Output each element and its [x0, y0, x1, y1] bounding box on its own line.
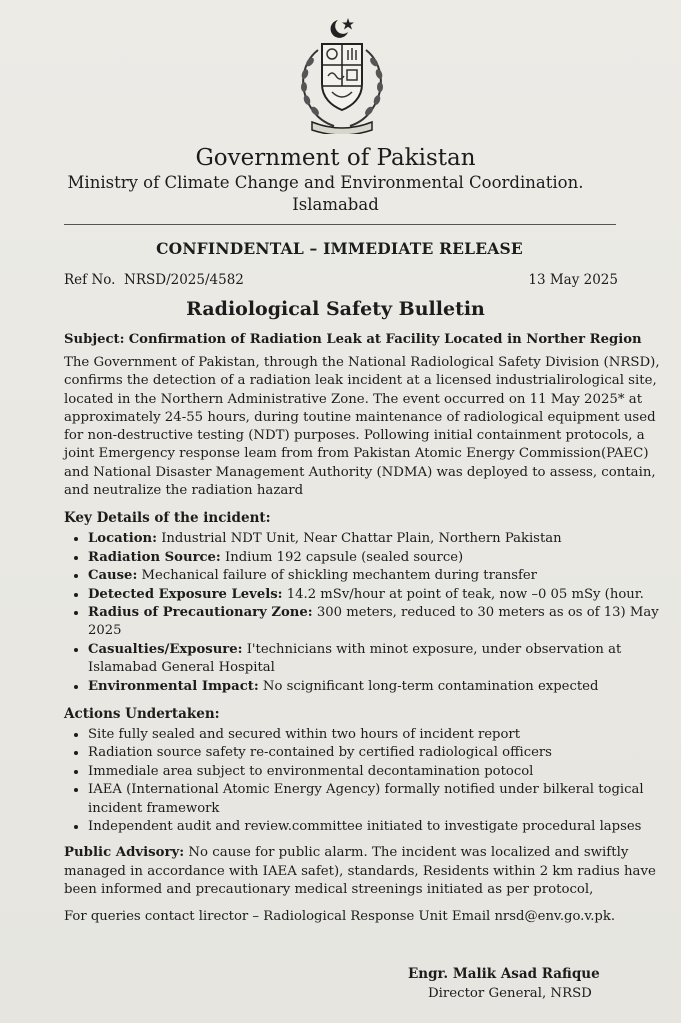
intro-paragraph: The Government of Pakistan, through the National Radiological Safety Division (NRSD), confirms the detection of a radiation leak incident at a licensed industrialirological site, located in the Northern Administrative Zone. The event occurred on 11 May 2025* at approximately 24-55 hours, during toutine maintenance of radiological equipment used for non-destructive testing (NDT) purposes. Pollowing initial containment protocols, a joint Emergency response leam from from Pakistan Atomic Energy Commission(PAEC) and National Disaster Management Authority (NDMA) was deployed to assess, contain, and neutralize the radiation hazard — [64, 355, 660, 499]
confidential-banner: CONFINDENTAL – IMMEDIATE RELEASE — [156, 239, 523, 258]
list-item: • Site fully sealed and secured within two hours of incident report — [88, 726, 668, 744]
signatory-name: Engr. Malik Asad Rafique — [408, 966, 600, 982]
reference-row — [64, 272, 618, 288]
actions-list — [64, 726, 668, 836]
subject-line — [64, 332, 659, 347]
subject-label: Subject: — [64, 332, 125, 347]
list-item: • Cause: Mechanical failure of shickling mechantem during transfer — [88, 567, 668, 585]
list-item: • Detected Exposure Levels: 14.2 mSv/hour at point of teak, now –0 05 mSy (hour. — [88, 586, 668, 604]
list-item: • Location: Industrial NDT Unit, Near Chattar Plain, Northern Pakistan — [88, 530, 668, 548]
ministry-name: Ministry of Climate Change and Environmental Coordination. — [67, 173, 584, 192]
state-emblem-icon — [288, 14, 396, 134]
list-item: • Independent audit and review.committee initiated to investigate procedural lapses — [88, 818, 668, 836]
list-item: • Environmental Impact: No scignificant long-term contamination expected — [88, 678, 668, 696]
list-item: • Radius of Precautionary Zone: 300 meters, reduced to 30 meters as os of 13) May 2025 — [88, 604, 668, 641]
advisory-text: No cause for public alarm. The incident was localized and swiftly managed in accordance with IAEA safet), standards, Residents within 2 km radius have been informed and precautionary medical streenings initiated as per protocol, — [64, 845, 656, 898]
key-details-heading: Key Details of the incident: — [64, 510, 271, 527]
advisory-label: Public Advisory: — [64, 845, 185, 861]
government-title: Government of Pakistan — [195, 145, 476, 171]
bulletin-title: Radiological Safety Bulletin — [186, 298, 485, 320]
signature-block — [408, 964, 600, 1004]
city-name: Islamabad — [292, 195, 379, 214]
bulletin-date: 13 May 2025 — [528, 272, 618, 288]
key-details-list — [64, 530, 668, 696]
list-item: • Immediale area subject to environmental decontamination potocol — [88, 763, 668, 781]
list-item: • Casualties/Exposure: I'technicians with minot exposure, under observation at Islamabad General Hospital — [88, 641, 668, 678]
list-item: • IAEA (International Atomic Energy Agency) formally notified under bilkeral togical incident framework — [88, 781, 668, 818]
actions-heading: Actions Undertaken: — [64, 706, 220, 723]
header-divider — [64, 224, 616, 225]
list-item: • Radiation source safety re-contained by certified radiological officers — [88, 744, 668, 762]
reference-number: Ref No. NRSD/2025/4582 — [64, 272, 244, 288]
public-advisory — [64, 844, 658, 899]
list-item: • Radiation Source: Indium 192 capsule (sealed source) — [88, 549, 668, 567]
signatory-role: Director General, NRSD — [428, 986, 592, 1001]
queries-contact: For queries contact lirector – Radiological Response Unit Email nrsd@env.go.v.pk. — [64, 909, 616, 925]
subject-text: Confirmation of Radiation Leak at Facility Located in Norther Region — [128, 332, 642, 347]
